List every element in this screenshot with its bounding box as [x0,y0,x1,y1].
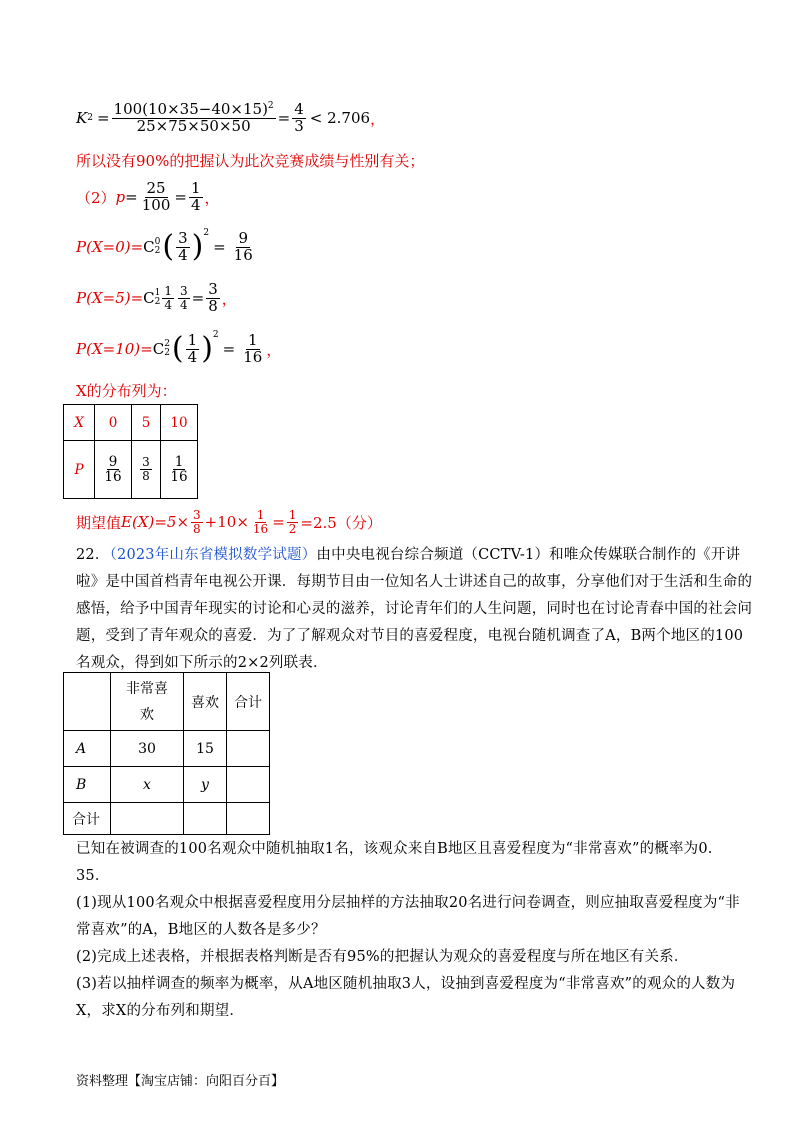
table-header: 喜欢 [184,673,227,731]
expectation-line: 期望值 E(X)=5× $\frac{3}{8}$ +10× $\frac{1}{16}$ = $\frac{1}{2}$ =2.5（分） [76,507,382,536]
k2-symbol: K [76,109,88,127]
table-cell: 合计 [64,803,111,835]
table-cell [111,803,184,835]
conclusion-line: 所以没有90%的把握认为此次竞赛成绩与性别有关； [76,152,425,170]
table-cell: $\frac{1}{16}$ [161,441,198,499]
problem-22-questions: 已知在被调查的100名观众中随机抽取1名，该观众来自B地区且喜爱程度为“非常喜欢”的概率为0. 35． (1)现从100名观众中根据喜爱程度用分层抽样的方法抽取20名进行问卷调查，则应抽取喜爱程度为“非 常喜欢”的A，B地区的人数各是多少？ (2)完成上述表格，并根据表格判断是否有95%的把握认为观众的喜爱程度与所在地区有关系． (3)若以抽样调查的频率为概率，从A地区随机抽取3人，设抽到喜爱程度为“非常喜欢”的观众的人数为 X，求X的分布列和期望． [76,841,740,1019]
part2-p-formula: （2） p = $\frac{25}{100}$ = $\frac{1}{4}$ ， [76,178,220,214]
contingency-table [63,672,270,835]
k2-fraction: $\frac{100(10\times 35-40\times 15)^2}{25\times 75\times 50\times 50}$ [113,99,274,135]
table-cell: $\frac{9}{16}$ [95,441,132,499]
table-cell [227,803,270,835]
table-cell: X [64,405,95,441]
question-3: (3)若以抽样调查的频率为概率，从A地区随机抽取3人，设抽到喜爱程度为“非常喜欢”的观众的人数为 [76,976,736,992]
table-header: 非常喜欢 [111,673,184,731]
table-cell: 5 [132,405,161,441]
k2-formula: K 2 = $\frac{100(10\times 35-40\times 15)^2}{25\times 75\times 50\times 50}$ = $\frac{4}{3}$ < 2.706 ， [76,99,386,135]
table-cell: x [111,767,184,803]
distribution-title: X的分布列为： [76,382,177,400]
problem-number: 22． [76,547,110,563]
question-1: (1)现从100名观众中根据喜爱程度用分层抽样的方法抽取20名进行问卷调查，则应抽取喜爱程度为“非 [76,895,740,911]
table-cell [184,803,227,835]
problem-source: （2023年山东省模拟数学试题） [109,547,317,563]
table-cell: B [64,767,111,803]
table-cell: 30 [111,731,184,767]
table-cell: 15 [184,731,227,767]
table-header: 合计 [227,673,270,731]
table-cell: P [64,441,95,499]
page-footer: 资料整理【淘宝店铺：向阳百分百】 [76,1074,285,1089]
table-cell: 0 [95,405,132,441]
table-cell: y [184,767,227,803]
table-cell [227,767,270,803]
table-cell: A [64,731,111,767]
table-cell [64,673,111,731]
table-cell [227,731,270,767]
table-cell: 10 [161,405,198,441]
prob-x10: P(X=10)= C 2 2 ( $\frac{1}{4}$ ) $^2$ = $\frac{1}{16}$ ， [76,330,282,366]
table-cell: $\frac{3}{8}$ [132,441,161,499]
problem-22-text: 22．（2023年山东省模拟数学试题）由中央电视台综合频道（CCTV-1）和唯众传媒联合制作的《开讲 啦》是中国首档青年电视公开课．每期节目由一位知名人士讲述自己的故事，分享他们对于生活和生命的 感悟，给予中国青年现实的讨论和心灵的滋养，讨论青年们的人生问题，同时也在讨论青春中国的社会问 题，受到了青年观众的喜爱．为了了解观众对节目的喜爱程度，电视台随机调查了A，B两个地区的100 名观众，得到如下所示的2×2列联表． [76,547,753,671]
prob-x5: P(X=5)= C 1 2 $\frac{1}{4}$ $\frac{3}{4}$ = $\frac{3}{8}$ ， [76,279,237,315]
distribution-table [63,404,198,499]
prob-x0: P(X=0)= C 0 2 ( $\frac{3}{4}$ ) $^2$ = $\frac{9}{16}$ [76,228,253,264]
question-2: (2)完成上述表格，并根据表格判断是否有95%的把握认为观众的喜爱程度与所在地区有关系． [76,949,689,965]
k2-result-fraction: $\frac{4}{3}$ [294,99,304,135]
